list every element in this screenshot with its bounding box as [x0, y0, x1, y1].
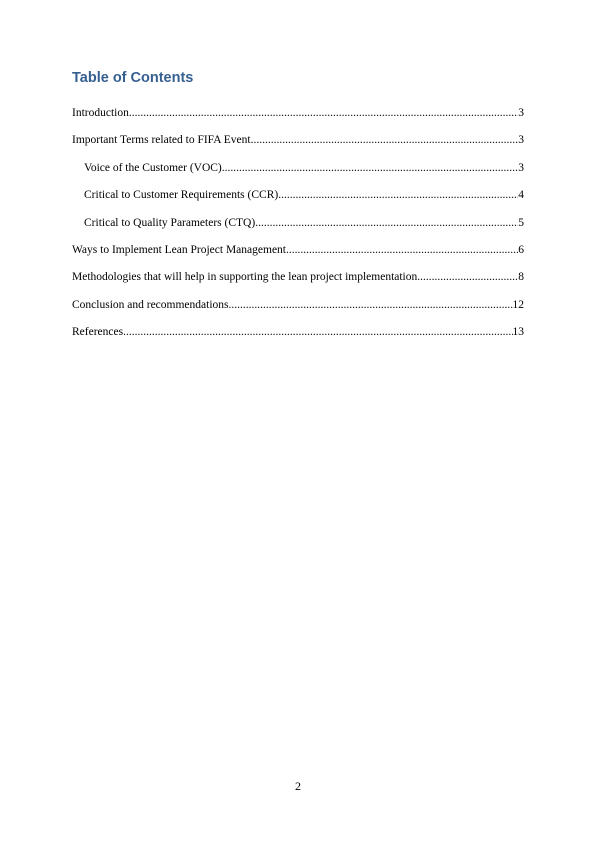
toc-entry-page: 3: [518, 161, 524, 174]
toc-entry-text: Important Terms related to FIFA Event: [72, 134, 251, 147]
toc-entry-page: 5: [518, 216, 524, 229]
dot-leader: [129, 106, 518, 120]
toc-entry-text: Methodologies that will help in supporting the lean project implementation: [72, 271, 418, 284]
dot-leader: [222, 161, 518, 175]
dot-leader: [251, 133, 519, 147]
toc-entry-text: Critical to Quality Parameters (CTQ): [84, 216, 256, 229]
toc-entry-lean-management[interactable]: [72, 243, 524, 270]
dot-leader: [255, 216, 518, 230]
dot-leader: [278, 188, 518, 202]
toc-entry-introduction[interactable]: [72, 106, 524, 133]
toc-entry-text: Critical to Customer Requirements (CCR): [84, 189, 279, 202]
toc-entry-page: 13: [512, 326, 524, 339]
toc-entry-text: Conclusion and recommendations: [72, 298, 229, 311]
toc-list: [72, 106, 524, 353]
toc-entry-important-terms[interactable]: [72, 133, 524, 160]
toc-entry-page: 4: [518, 189, 524, 202]
page-number: 2: [295, 779, 301, 793]
toc-entry-page: 6: [518, 243, 524, 256]
toc-entry-voc[interactable]: [72, 161, 524, 188]
toc-entry-methodologies[interactable]: [72, 270, 524, 297]
dot-leader: [229, 298, 513, 312]
toc-entry-text: Ways to Implement Lean Project Management: [72, 243, 286, 256]
toc-entry-page: 8: [518, 271, 524, 284]
toc-entry-ccr[interactable]: [72, 188, 524, 215]
dot-leader: [123, 325, 512, 339]
dot-leader: [286, 243, 518, 257]
toc-title: Table of Contents: [72, 70, 194, 86]
toc-entry-conclusion[interactable]: [72, 298, 524, 325]
toc-entry-ctq[interactable]: [72, 216, 524, 243]
toc-entry-text: Introduction: [72, 107, 129, 119]
toc-entry-page: 3: [518, 107, 524, 119]
dot-leader: [417, 270, 518, 284]
toc-entry-page: 3: [518, 134, 524, 147]
toc-entry-text: Voice of the Customer (VOC): [84, 161, 222, 174]
toc-entry-references[interactable]: [72, 325, 524, 352]
toc-entry-page: 12: [512, 298, 524, 311]
toc-entry-text: References: [72, 326, 124, 339]
